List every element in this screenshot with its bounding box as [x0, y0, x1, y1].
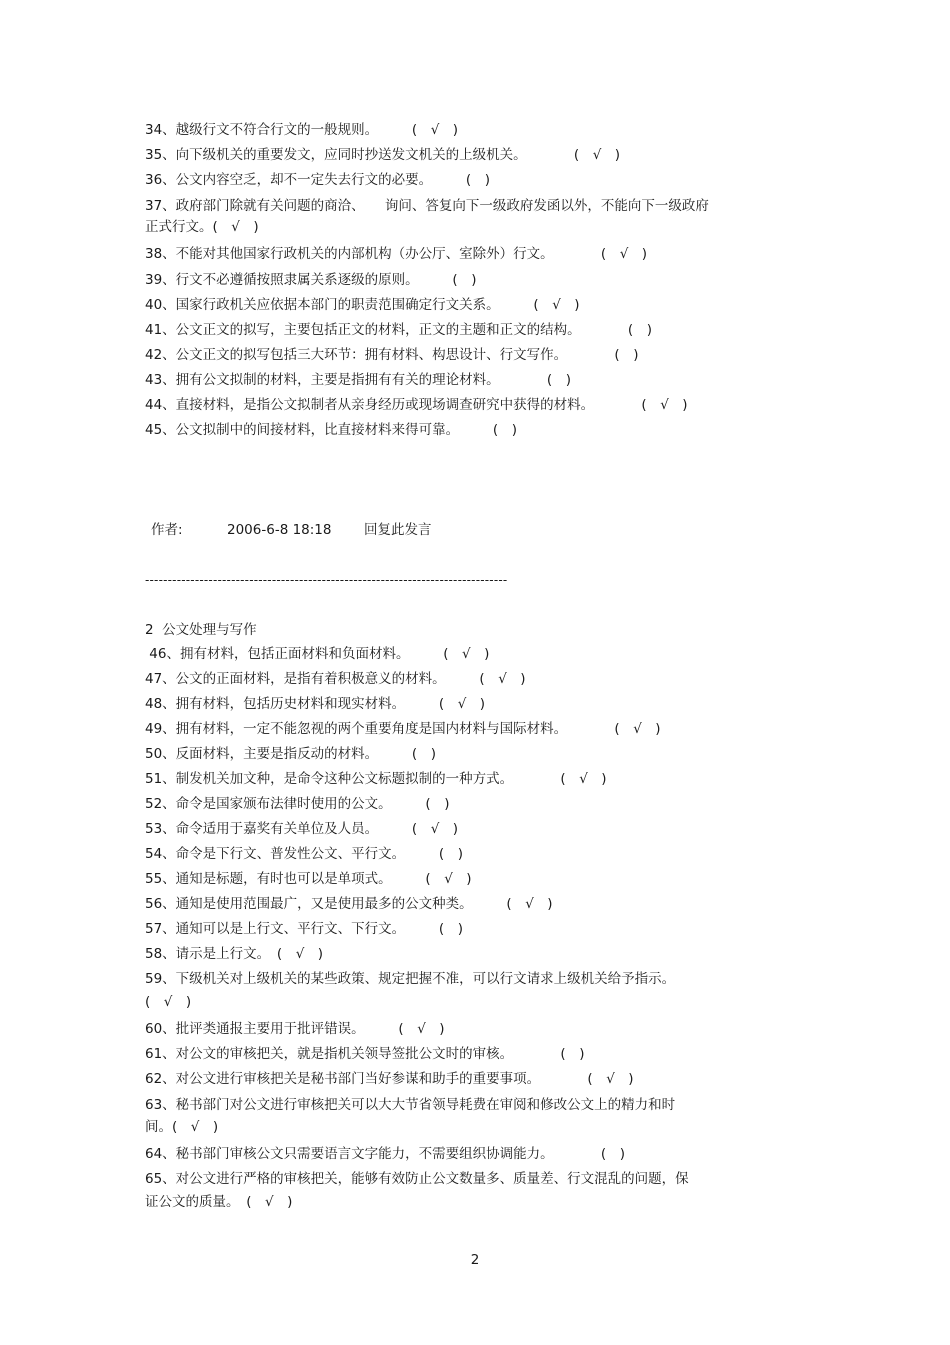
question-line: 41、公文正文的拟写，主要包括正文的材料，正文的主题和正文的结构。 ( ) — [145, 322, 652, 338]
question-line: 49、拥有材料，一定不能忽视的两个重要角度是国内材料与国际材料。 ( √ ) — [145, 721, 661, 737]
question-line: 59、下级机关对上级机关的某些政策、规定把握不准，可以行文请求上级机关给予指示。 — [145, 971, 676, 987]
question-line: 36、公文内容空乏，却不一定失去行文的必要。 ( ) — [145, 172, 490, 188]
question-line: 35、向下级机关的重要发文，应同时抄送发文机关的上级机关。 ( √ ) — [145, 147, 621, 163]
question-line: 53、命令适用于嘉奖有关单位及人员。 ( √ ) — [145, 821, 459, 837]
question-line: 55、通知是标题，有时也可以是单项式。 ( √ ) — [145, 871, 472, 887]
question-line: 58、请示是上行文。 ( √ ) — [145, 946, 324, 962]
question-line: 39、行文不必遵循按照隶属关系逐级的原则。 ( ) — [145, 272, 477, 288]
question-line: 37、政府部门除就有关问题的商洽、 询问、答复向下一级政府发函以外，不能向下一级政府 — [145, 198, 709, 214]
question-line: 60、批评类通报主要用于批评错误。 ( √ ) — [145, 1021, 445, 1037]
question-line: 64、秘书部门审核公文只需要语言文字能力，不需要组织协调能力。 ( ) — [145, 1146, 625, 1162]
question-line: 50、反面材料，主要是指反动的材料。 ( ) — [145, 746, 436, 762]
question-line: 42、公文正文的拟写包括三大环节：拥有材料、构思设计、行文写作。 ( ) — [145, 347, 639, 363]
question-line: 证公文的质量。 ( √ ) — [145, 1194, 293, 1210]
question-line: 43、拥有公文拟制的材料，主要是指拥有有关的理论材料。 ( ) — [145, 372, 571, 388]
question-line: 38、不能对其他国家行政机关的内部机构（办公厅、室除外）行文。 ( √ ) — [145, 246, 648, 262]
author-label: 作者: — [151, 522, 183, 538]
question-line: 44、直接材料，是指公文拟制者从亲身经历或现场调查研究中获得的材料。 ( √ ) — [145, 397, 688, 413]
question-line: 46、拥有材料，包括正面材料和负面材料。 ( √ ) — [145, 646, 490, 662]
question-line: 65、对公文进行严格的审核把关，能够有效防止公文数量多、质量差、行文混乱的问题，保 — [145, 1171, 689, 1187]
question-line: 间。( √ ) — [145, 1119, 219, 1135]
question-line: 正式行文。( √ ) — [145, 219, 259, 235]
reply-link[interactable]: 回复此发言 — [364, 522, 432, 538]
question-line: 62、对公文进行审核把关是秘书部门当好参谋和助手的重要事项。 ( √ ) — [145, 1071, 634, 1087]
question-line: ( √ ) — [145, 994, 192, 1010]
question-line: 57、通知可以是上行文、平行文、下行文。 ( ) — [145, 921, 463, 937]
question-line: 56、通知是使用范围最广，又是使用最多的公文种类。 ( √ ) — [145, 896, 553, 912]
question-line: 45、公文拟制中的间接材料，比直接材料来得可靠。 ( ) — [145, 422, 517, 438]
question-line: 47、公文的正面材料，是指有着积极意义的材料。 ( √ ) — [145, 671, 526, 687]
page-number: 2 — [470, 1252, 480, 1268]
question-line: 40、国家行政机关应依据本部门的职责范围确定行文关系。 ( √ ) — [145, 297, 580, 313]
divider-line: -------------------------------------------------------------------------------- — [145, 573, 508, 587]
question-line: 54、命令是下行文、普发性公文、平行文。 ( ) — [145, 846, 463, 862]
question-line: 34、越级行文不符合行文的一般规则。 ( √ ) — [145, 122, 459, 138]
question-line: 48、拥有材料，包括历史材料和现实材料。 ( √ ) — [145, 696, 486, 712]
question-line: 52、命令是国家颁布法律时使用的公文。 ( ) — [145, 796, 450, 812]
question-line: 63、秘书部门对公文进行审核把关可以大大节省领导耗费在审阅和修改公文上的精力和时 — [145, 1097, 676, 1113]
question-line: 61、对公文的审核把关，就是指机关领导签批公文时的审核。 ( ) — [145, 1046, 585, 1062]
post-datetime: 2006-6-8 18:18 — [227, 522, 332, 538]
question-line: 51、制发机关加文种，是命令这种公文标题拟制的一种方式。 ( √ ) — [145, 771, 607, 787]
section-title: 2 公文处理与写作 — [145, 622, 257, 638]
